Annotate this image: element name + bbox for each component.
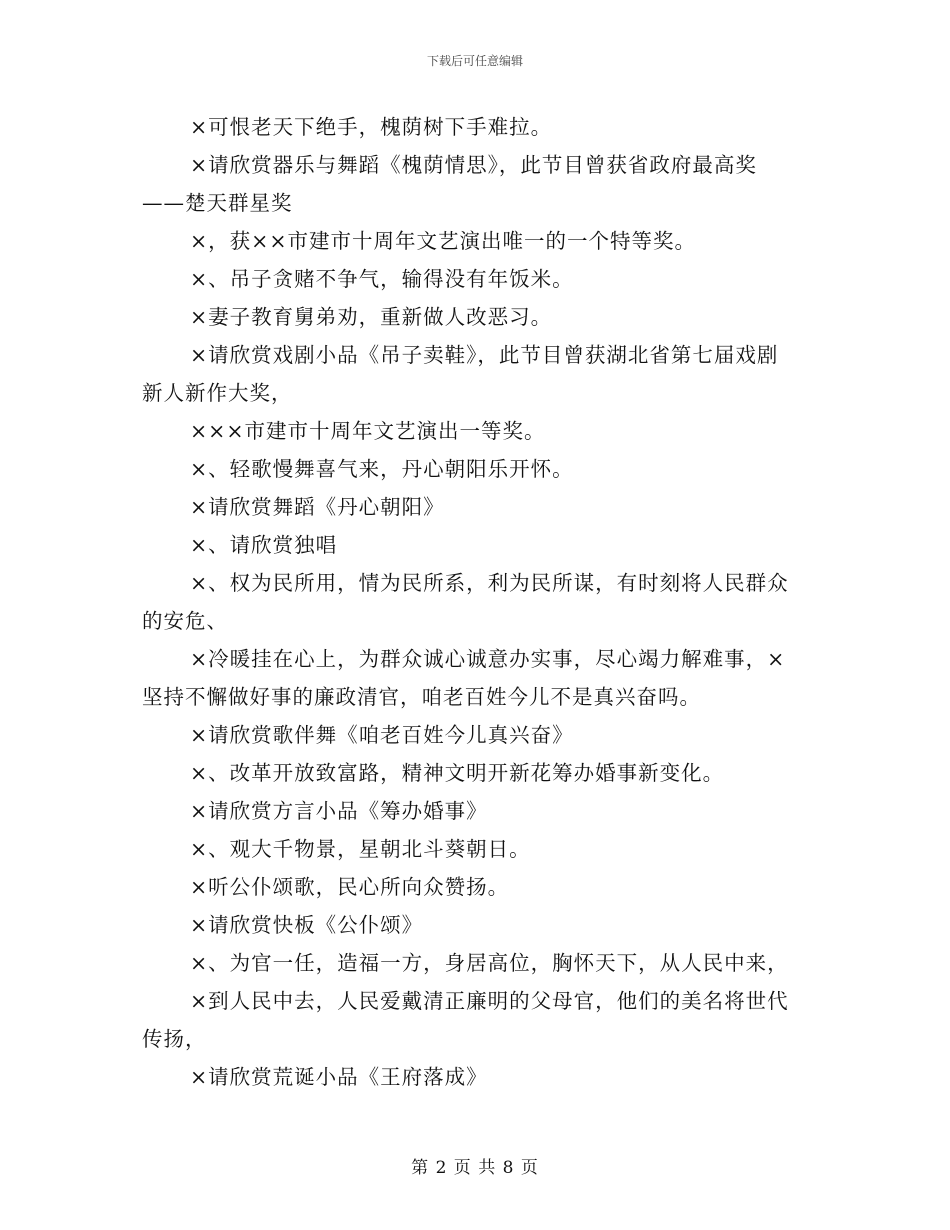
page-word: 页 xyxy=(453,1158,472,1178)
paragraph: ×请欣赏快板《公仆颂》 xyxy=(190,913,424,937)
total-prefix: 共 xyxy=(478,1158,497,1178)
paragraph: ×××市建市十周年文艺演出一等奖。 xyxy=(190,419,546,443)
paragraph: ×听公仆颂歌，民心所向众赞扬。 xyxy=(190,875,510,899)
paragraph: ×请欣赏歌伴舞《咱老百姓今儿真兴奋》 xyxy=(190,723,574,747)
paragraph: ×、吊子贪赌不争气，输得没有年饭米。 xyxy=(190,267,574,291)
paragraph: ×冷暖挂在心上，为群众诚心诚意办实事，尽心竭力解难事，×坚持不懈做好事的廉政清官，咱老百姓今儿不是真兴奋吗。 xyxy=(142,647,786,709)
paragraph: ×妻子教育舅弟劝，重新做人改恶习。 xyxy=(190,305,553,329)
paragraph: ×请欣赏器乐与舞蹈《槐荫情思》，此节目曾获省政府最高奖——楚天群星奖 xyxy=(142,153,757,215)
page-suffix: 页 xyxy=(520,1158,539,1178)
paragraph: ×，获××市建市十周年文艺演出唯一的一个特等奖。 xyxy=(190,229,697,253)
current-page-number: 2 xyxy=(435,1158,448,1178)
page-header-note: 下载后可任意编辑 xyxy=(426,54,523,68)
paragraph: ×请欣赏戏剧小品《吊子卖鞋》，此节目曾获湖北省第七届戏剧新人新作大奖， xyxy=(142,343,779,405)
paragraph: ×、权为民所用，情为民所系，利为民所谋，有时刻将人民群众的安危、 xyxy=(142,571,789,633)
paragraph: ×请欣赏方言小品《筹办婚事》 xyxy=(190,799,488,823)
total-pages-number: 8 xyxy=(502,1158,515,1178)
paragraph: ×请欣赏舞蹈《丹心朝阳》 xyxy=(190,495,445,519)
paragraph: ×请欣赏荒诞小品《王府落成》 xyxy=(190,1065,488,1089)
paragraph: ×、改革开放致富路，精神文明开新花筹办婚事新变化。 xyxy=(190,761,725,785)
document-body xyxy=(142,108,798,1096)
paragraph: ×、请欣赏独唱 xyxy=(190,533,338,557)
paragraph: ×到人民中去，人民爱戴清正廉明的父母官，他们的美名将世代传扬， xyxy=(142,989,789,1051)
paragraph: ×、观大千物景，星朝北斗葵朝日。 xyxy=(190,837,531,861)
page-prefix: 第 xyxy=(411,1158,430,1178)
page-footer xyxy=(0,1153,950,1178)
paragraph: ×、为官一任，造福一方，身居高位，胸怀天下，从人民中来， xyxy=(190,951,789,975)
paragraph: ×、轻歌慢舞喜气来，丹心朝阳乐开怀。 xyxy=(190,457,574,481)
paragraph: ×可恨老天下绝手，槐荫树下手难拉。 xyxy=(190,115,553,139)
